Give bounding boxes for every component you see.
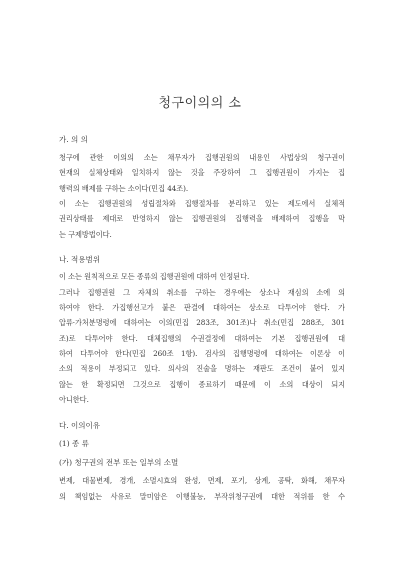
document-title: 청구이의의 소 (158, 96, 242, 111)
paragraph-line: 아니한다. (59, 395, 89, 404)
paragraph-line: 하여야 한다. 가집행선고가 붙은 판결에 대하여는 상소로 다투어야 한다. 가 (59, 303, 345, 312)
paragraph-line: 행력의 배제를 구하는 소이다(민집 44조). (59, 184, 189, 193)
section-heading-scope: 나. 적용범위 (59, 255, 100, 264)
paragraph-line: 그러나 집행권원 그 자체의 취소를 구하는 경우에는 상소나 재심의 소에 의 (59, 288, 345, 297)
paragraph-line: 조)로 다투어야 한다. 대체집행의 수권결정에 대하여는 기본 집행권원에 대 (59, 334, 345, 343)
paragraph-line: 하여 다투어야 한다(민집 260조 1항). 검사의 집행명령에 대하여는 이론상 이 (59, 349, 345, 358)
paragraph-line: 청구에 관한 이의의 소는 채무자가 집행권원의 내용인 사법상의 청구권이 (59, 153, 345, 162)
paragraph-line: 권리상태를 제대로 반영하지 않는 집행권원의 집행력을 배제하여 집행을 막 (59, 214, 345, 223)
paragraph-line: 않는 한 확정되면 그것으로 집행이 종료하기 때문에 이 소의 대상이 되지 (59, 380, 345, 389)
paragraph-line: 압류·가처분명령에 대하여는 이의(민집 283조, 301조)나 취소(민집 288조, 301 (59, 318, 345, 327)
section-heading-grounds: 다. 이의이유 (59, 421, 100, 430)
paragraph-line: 이 소는 집행권원의 성립절차와 집행절차를 분리하고 있는 제도에서 실체적 (59, 199, 345, 208)
paragraph-line: 이 소는 원칙적으로 모든 종류의 집행권원에 대하여 인정된다. (59, 272, 250, 281)
section-heading-definition: 가. 의 의 (59, 135, 88, 144)
paragraph-line: 현재의 실체상태와 일치하지 않는 것을 주장하여 그 집행권원이 가지는 집 (59, 168, 345, 177)
subsection-heading-extinction: (가) 청구권의 전부 또는 일부의 소멸 (59, 458, 179, 467)
paragraph-line: 는 구제방법이다. (59, 230, 112, 239)
paragraph-line: 변제, 대물변제, 경개, 소멸시효의 완성, 면제, 포기, 상계, 공탁, 화해, 채무자 (59, 476, 345, 485)
subsection-heading-types: (1) 종 류 (59, 439, 89, 448)
paragraph-line: 의 책임없는 사유로 말미암은 이행불능, 부작위청구권에 대한 적위를 한 수 (59, 492, 345, 501)
paragraph-line: 소의 적용이 부정되고 있다. 의사의 진술을 명하는 재판도 조건이 붙어 있지 (59, 364, 345, 373)
